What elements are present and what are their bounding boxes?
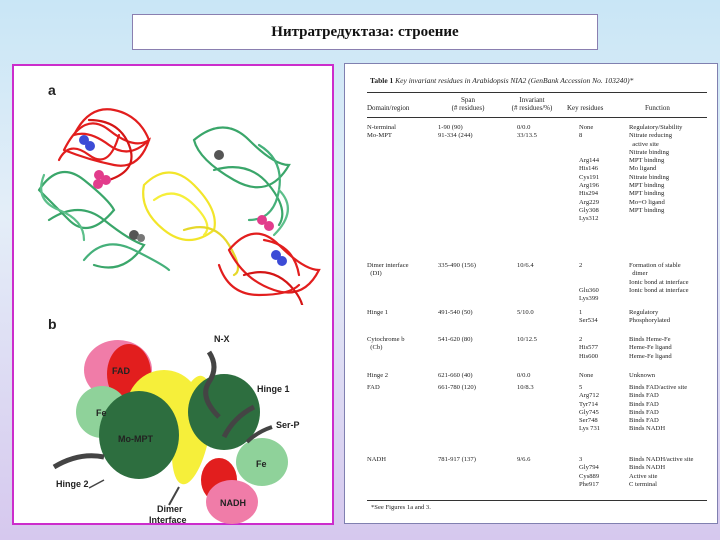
hinge2-label: Hinge 2: [56, 479, 89, 489]
row-span: 1-90 (90) 91-334 (244): [438, 124, 473, 140]
row-domain: Hinge 1: [367, 309, 389, 316]
row-key-residues: None 8 Arg144 His146 Cys191 Arg196 His294 Arg229 Gly308 Lys312: [579, 124, 600, 223]
table-caption-label: Table 1: [370, 76, 394, 85]
fe-right-label: Fe: [256, 459, 267, 469]
row-domain: Cytochrome b (Cb): [367, 336, 405, 352]
header-domain: Domain/region: [367, 104, 410, 112]
row-span: 781-917 (137): [438, 456, 476, 463]
hinge1-label: Hinge 1: [257, 384, 290, 394]
fad-label: FAD: [112, 366, 130, 376]
table-footnote: *See Figures 1a and 3.: [371, 504, 431, 511]
header-invariant: Invariant (# residues/%): [511, 96, 553, 112]
table-caption-text: Key invariant residues in Arabidopsis NIA2 (GenBank Accession No. 103240)*: [395, 76, 634, 85]
row-key-residues: 1 Ser534: [579, 309, 598, 325]
slide-title: Нитратредуктаза: строение: [271, 23, 459, 40]
row-domain: Dimer interface (DI): [367, 262, 409, 278]
row-span: 491-540 (50): [438, 309, 473, 316]
panel-b-label: b: [48, 316, 57, 332]
row-invariant: 9/6.6: [517, 456, 531, 463]
header-function: Function: [645, 104, 670, 112]
fe-left-label: Fe: [96, 408, 107, 418]
row-invariant: 0/0.0: [517, 372, 531, 379]
row-function: Formation of stable dimer Ionic bond at interface Ionic bond at interface: [629, 262, 689, 294]
row-invariant: 5/10.0: [517, 309, 534, 316]
row-span: 335-490 (156): [438, 262, 476, 269]
protein-structure-image: [14, 80, 332, 305]
row-invariant: 10/8.3: [517, 384, 534, 391]
row-domain: N-terminal Mo-MPT: [367, 124, 396, 140]
row-domain: Hinge 2: [367, 372, 389, 379]
row-key-residues: 5 Arg712 Tyr714 Gly745 Ser748 Lys 731: [579, 384, 601, 433]
mompt-label: Mo-MPT: [118, 434, 153, 444]
figure-panel: [12, 64, 334, 525]
row-function: Binds NADH/active site Binds NADH Active site C terminal: [629, 456, 694, 488]
row-span: 661-780 (120): [438, 384, 476, 391]
row-invariant: 10/6.4: [517, 262, 534, 269]
row-invariant: 10/12.5: [517, 336, 537, 343]
row-invariant: 0/0.0 33/13.5: [517, 124, 537, 140]
row-span: 541-620 (80): [438, 336, 473, 343]
panel-a-label: a: [48, 82, 56, 98]
nx-label: N-X: [214, 334, 230, 344]
row-domain: FAD: [367, 384, 380, 391]
table-caption: [370, 76, 633, 85]
row-key-residues: 3 Gly794 Cys889 Phe917: [579, 456, 600, 488]
header-key-residues: Key residues: [567, 104, 604, 112]
header-span: Span (# residues): [451, 96, 485, 112]
residue-table: [345, 64, 717, 523]
slide-title-box: [132, 14, 598, 50]
row-key-residues: 2 His577 His600: [579, 336, 599, 360]
row-function: Unknown: [629, 372, 656, 379]
row-domain: NADH: [367, 456, 387, 463]
table-panel: [344, 63, 718, 524]
row-span: 621-660 (40): [438, 372, 473, 379]
row-function: Binds FAD/active site Binds FAD Binds FAD Binds FAD Binds FAD Binds NADH: [629, 384, 688, 433]
row-key-residues: 2 Glu360 Lys399: [579, 262, 599, 303]
row-function: Regulatory/Stability Nitrate reducing active site Nitrate binding MPT binding Mo ligand Nitrate binding MPT binding MPT binding Mo=O ligand MPT binding: [629, 124, 683, 214]
row-function: Regulatory Phosphorylated: [629, 309, 671, 325]
row-key-residues: None: [579, 372, 594, 379]
nadh-label: NADH: [220, 498, 246, 508]
row-function: Binds Heme-Fe Heme-Fe ligand Heme-Fe ligand: [629, 336, 672, 360]
interface-label: Interface: [149, 515, 187, 525]
domain-schematic: [14, 312, 332, 527]
dimer-label: Dimer: [157, 504, 183, 514]
serp-label: Ser-P: [276, 420, 300, 430]
